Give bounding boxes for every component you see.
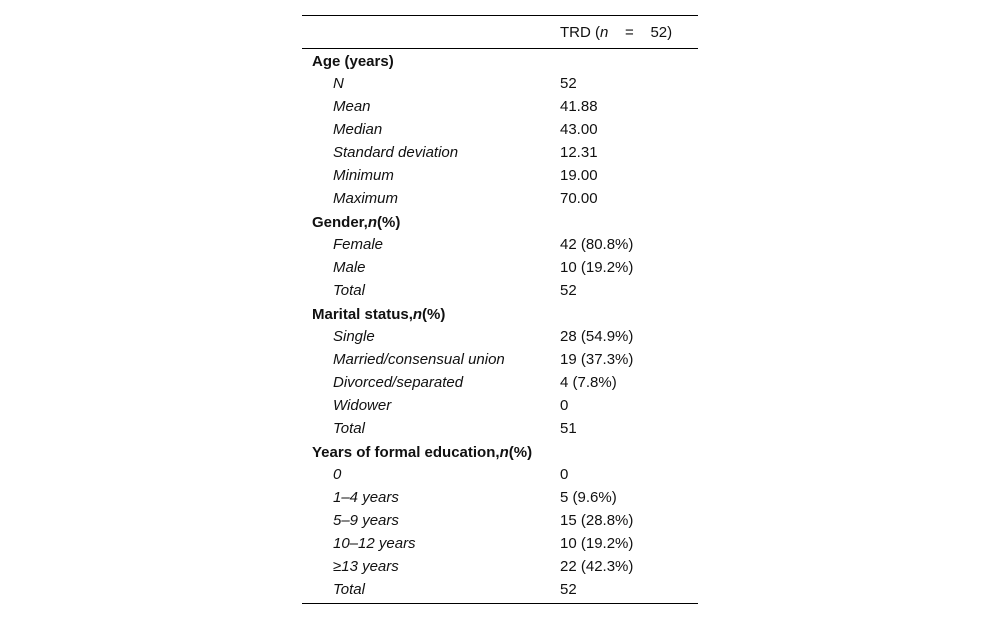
row-value: 10 (19.2%) [560, 535, 634, 552]
demographics-table [302, 15, 698, 604]
table-row [302, 394, 698, 417]
row-value: 52 [560, 581, 577, 598]
row-label: Total [333, 420, 365, 437]
row-value: 28 (54.9%) [560, 328, 634, 345]
table-body [302, 49, 698, 601]
row-value: 19 (37.3%) [560, 351, 634, 368]
table-row [302, 325, 698, 348]
row-label: Median [333, 121, 383, 138]
row-value: 70.00 [560, 190, 598, 207]
row-value: 52 [560, 282, 577, 299]
row-value: 52 [560, 75, 577, 92]
row-value: 51 [560, 420, 577, 437]
row-label: Mean [333, 98, 371, 115]
row-value: 42 (80.8%) [560, 236, 634, 253]
row-value: 0 [560, 466, 569, 483]
table-row [302, 233, 698, 256]
row-label: 1–4 years [333, 489, 399, 506]
table-row [302, 371, 698, 394]
section-title: Gender,n(%) [312, 214, 401, 231]
section-title: Years of formal education,n(%) [312, 444, 533, 461]
row-label: Divorced/separated [333, 374, 464, 391]
row-label: 10–12 years [333, 535, 416, 552]
row-value: 5 (9.6%) [560, 489, 617, 506]
table-row [302, 164, 698, 187]
row-label: Total [333, 581, 365, 598]
row-value: 41.88 [560, 98, 598, 115]
table-row [302, 555, 698, 578]
row-value: 19.00 [560, 167, 598, 184]
table-row [302, 95, 698, 118]
section-header [302, 440, 698, 463]
section-title: Age (years) [312, 53, 394, 70]
row-label: Minimum [333, 167, 394, 184]
row-label: Married/consensual union [333, 351, 505, 368]
table-row [302, 463, 698, 486]
table-row [302, 532, 698, 555]
row-label: Female [333, 236, 384, 253]
row-value: 22 (42.3%) [560, 558, 634, 575]
row-label: ≥13 years [333, 558, 399, 575]
table-row [302, 578, 698, 601]
row-value: 15 (28.8%) [560, 512, 634, 529]
table-row [302, 256, 698, 279]
table-row [302, 118, 698, 141]
row-value: 0 [560, 397, 569, 414]
row-value: 10 (19.2%) [560, 259, 634, 276]
table-row [302, 348, 698, 371]
table-row [302, 417, 698, 440]
row-label: Widower [333, 397, 392, 414]
table-row [302, 486, 698, 509]
row-label: 5–9 years [333, 512, 399, 529]
row-label: N [333, 75, 344, 92]
section-header [302, 210, 698, 233]
row-label: Maximum [333, 190, 399, 207]
row-label: Total [333, 282, 365, 299]
row-value: 43.00 [560, 121, 598, 138]
row-value: 4 (7.8%) [560, 374, 617, 391]
table-row [302, 72, 698, 95]
table-row [302, 509, 698, 532]
row-value: 12.31 [560, 144, 598, 161]
table-row [302, 279, 698, 302]
section-header [302, 49, 698, 72]
row-label: Single [333, 328, 375, 345]
table-row [302, 141, 698, 164]
table-row [302, 187, 698, 210]
section-header [302, 302, 698, 325]
row-label: 0 [333, 466, 342, 483]
row-label: Male [333, 259, 366, 276]
column-header-trd: TRD (n = 52) [560, 24, 673, 41]
table-header-row [302, 16, 698, 49]
table-bottom-rule [302, 603, 698, 604]
row-label: Standard deviation [333, 144, 459, 161]
section-title: Marital status,n(%) [312, 306, 446, 323]
